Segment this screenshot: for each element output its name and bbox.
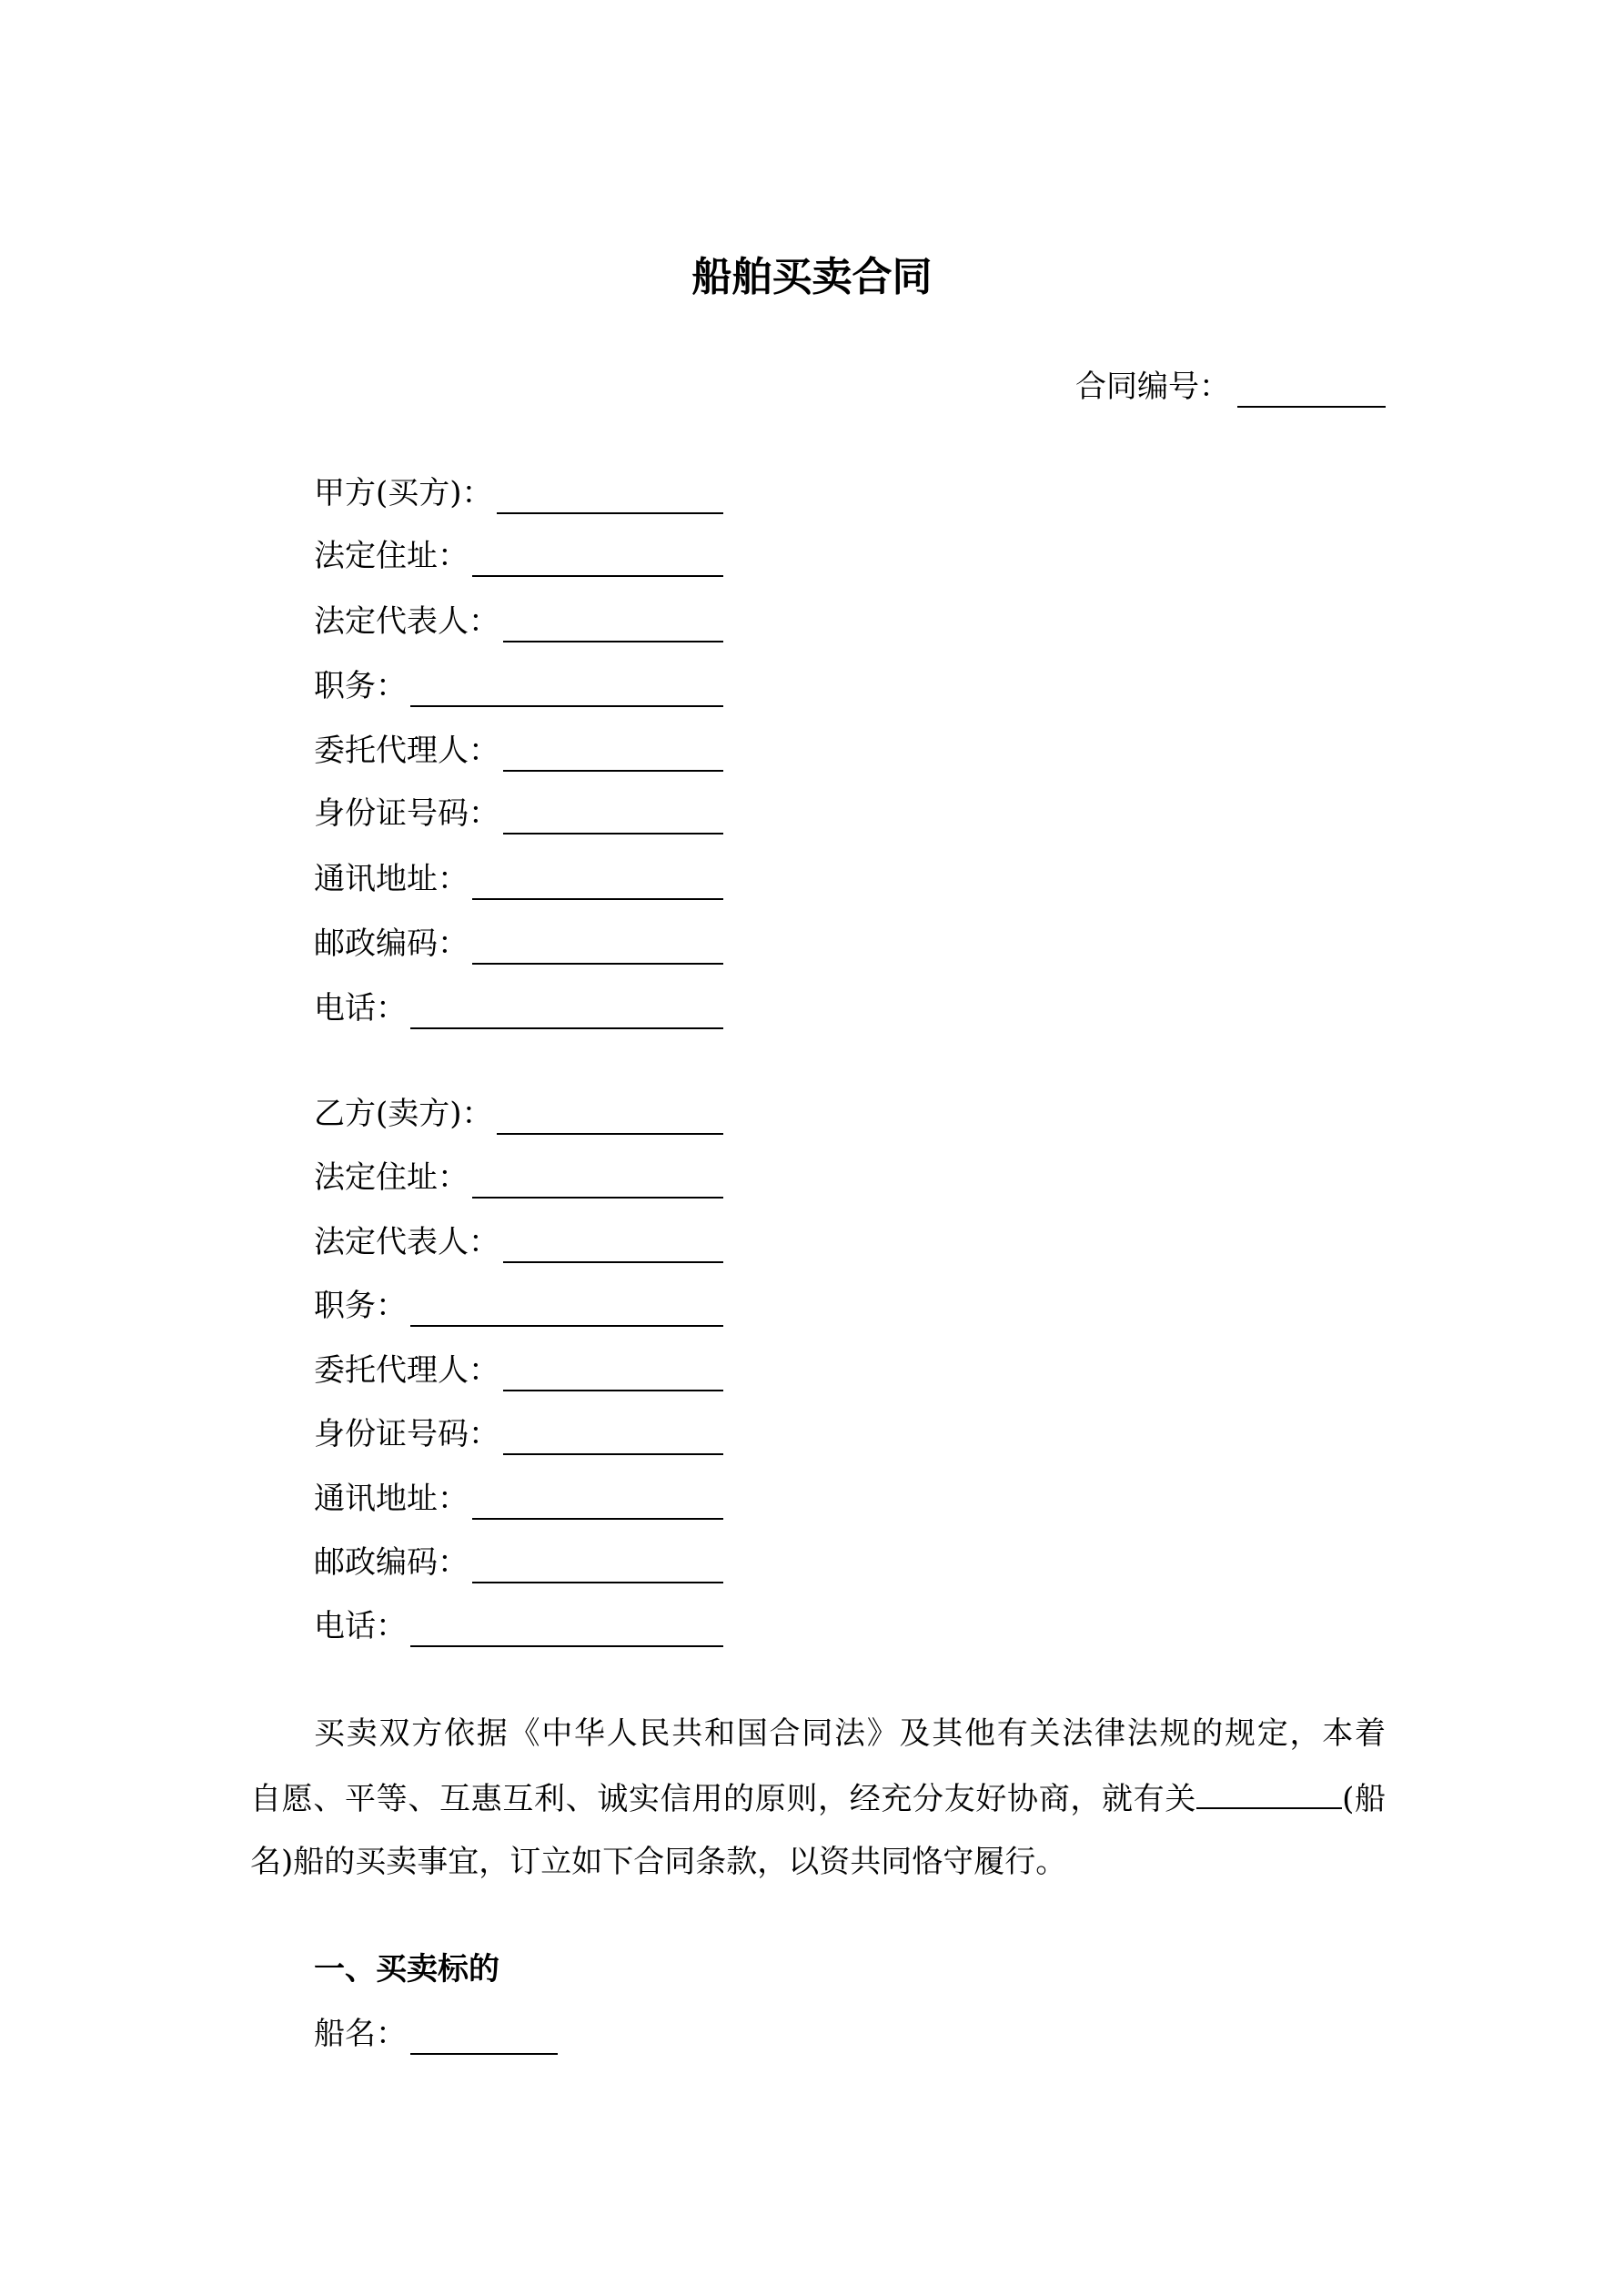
party-a-field (314, 665, 723, 707)
field-blank[interactable] (503, 1421, 723, 1455)
field-label: 委托代理人： (314, 733, 499, 769)
ship-name-blank-inline[interactable] (1196, 1780, 1342, 1809)
party-a-field (314, 535, 723, 577)
field-label: 邮政编码： (314, 1544, 469, 1581)
field-blank[interactable] (503, 800, 723, 834)
party-a-field (314, 472, 723, 514)
field-label: 职务： (314, 668, 407, 704)
contract-number-field (1075, 366, 1386, 408)
field-blank[interactable] (410, 995, 723, 1029)
document-title: 船舶买卖合同 (691, 254, 933, 300)
field-label: 法定住址： (314, 538, 469, 574)
field-label: 身份证号码： (314, 795, 499, 832)
party-b-field (314, 1221, 723, 1263)
contract-number-blank[interactable] (1237, 373, 1386, 408)
party-b-field (314, 1093, 723, 1135)
field-blank[interactable] (472, 865, 723, 900)
ship-name-blank[interactable] (410, 2020, 558, 2055)
field-label: 通讯地址： (314, 1481, 469, 1517)
party-b-field (314, 1478, 723, 1520)
field-blank[interactable] (410, 673, 723, 707)
field-blank[interactable] (497, 1100, 723, 1135)
field-blank[interactable] (497, 480, 723, 514)
field-label: 电话： (314, 990, 407, 1027)
field-blank[interactable] (472, 1549, 723, 1583)
field-blank[interactable] (472, 930, 723, 965)
field-blank[interactable] (410, 1292, 723, 1327)
field-label: 通讯地址： (314, 861, 469, 897)
party-a-field (314, 923, 723, 965)
field-blank[interactable] (503, 737, 723, 772)
field-label: 法定代表人： (314, 1224, 499, 1260)
preamble-text: (船 (1342, 1781, 1387, 1817)
section-heading: 一、买卖标的 (314, 1951, 499, 1988)
ship-name-field (314, 2013, 558, 2055)
field-blank[interactable] (472, 542, 723, 577)
preamble-line-3: 名)船的买卖事宜，订立如下合同条款，以资共同恪守履行。 (250, 1844, 1067, 1880)
field-label: 法定代表人： (314, 603, 499, 640)
preamble-line-1: 买卖双方依据《中华人民共和国合同法》及其他有关法律法规的规定，本着 (314, 1715, 1386, 1752)
ship-name-label: 船名： (314, 2016, 407, 2052)
party-b-field (314, 1605, 723, 1647)
party-a-field (314, 987, 723, 1029)
field-blank[interactable] (472, 1164, 723, 1199)
party-a-field (314, 858, 723, 900)
field-label: 电话： (314, 1608, 407, 1644)
contract-number-label: 合同编号： (1075, 369, 1230, 405)
party-a-field (314, 793, 723, 834)
party-b-field (314, 1285, 723, 1327)
field-blank[interactable] (472, 1485, 723, 1520)
party-b-field (314, 1157, 723, 1199)
field-blank[interactable] (503, 1357, 723, 1391)
field-label: 法定住址： (314, 1159, 469, 1196)
field-label: 身份证号码： (314, 1416, 499, 1452)
party-a-field (314, 730, 723, 772)
field-label: 邮政编码： (314, 925, 469, 962)
field-label: 委托代理人： (314, 1352, 499, 1389)
party-b-field (314, 1350, 723, 1391)
preamble-line-2 (250, 1778, 1386, 1820)
field-blank[interactable] (410, 1613, 723, 1647)
party-a-field (314, 601, 723, 642)
field-label: 乙方(卖方)： (314, 1096, 493, 1132)
field-label: 甲方(买方)： (314, 475, 493, 511)
party-b-field (314, 1413, 723, 1455)
field-blank[interactable] (503, 1229, 723, 1263)
party-b-field (314, 1542, 723, 1583)
field-label: 职务： (314, 1288, 407, 1324)
preamble-text: 自愿、平等、互惠互利、诚实信用的原则，经充分友好协商，就有关 (250, 1781, 1197, 1817)
field-blank[interactable] (503, 608, 723, 642)
